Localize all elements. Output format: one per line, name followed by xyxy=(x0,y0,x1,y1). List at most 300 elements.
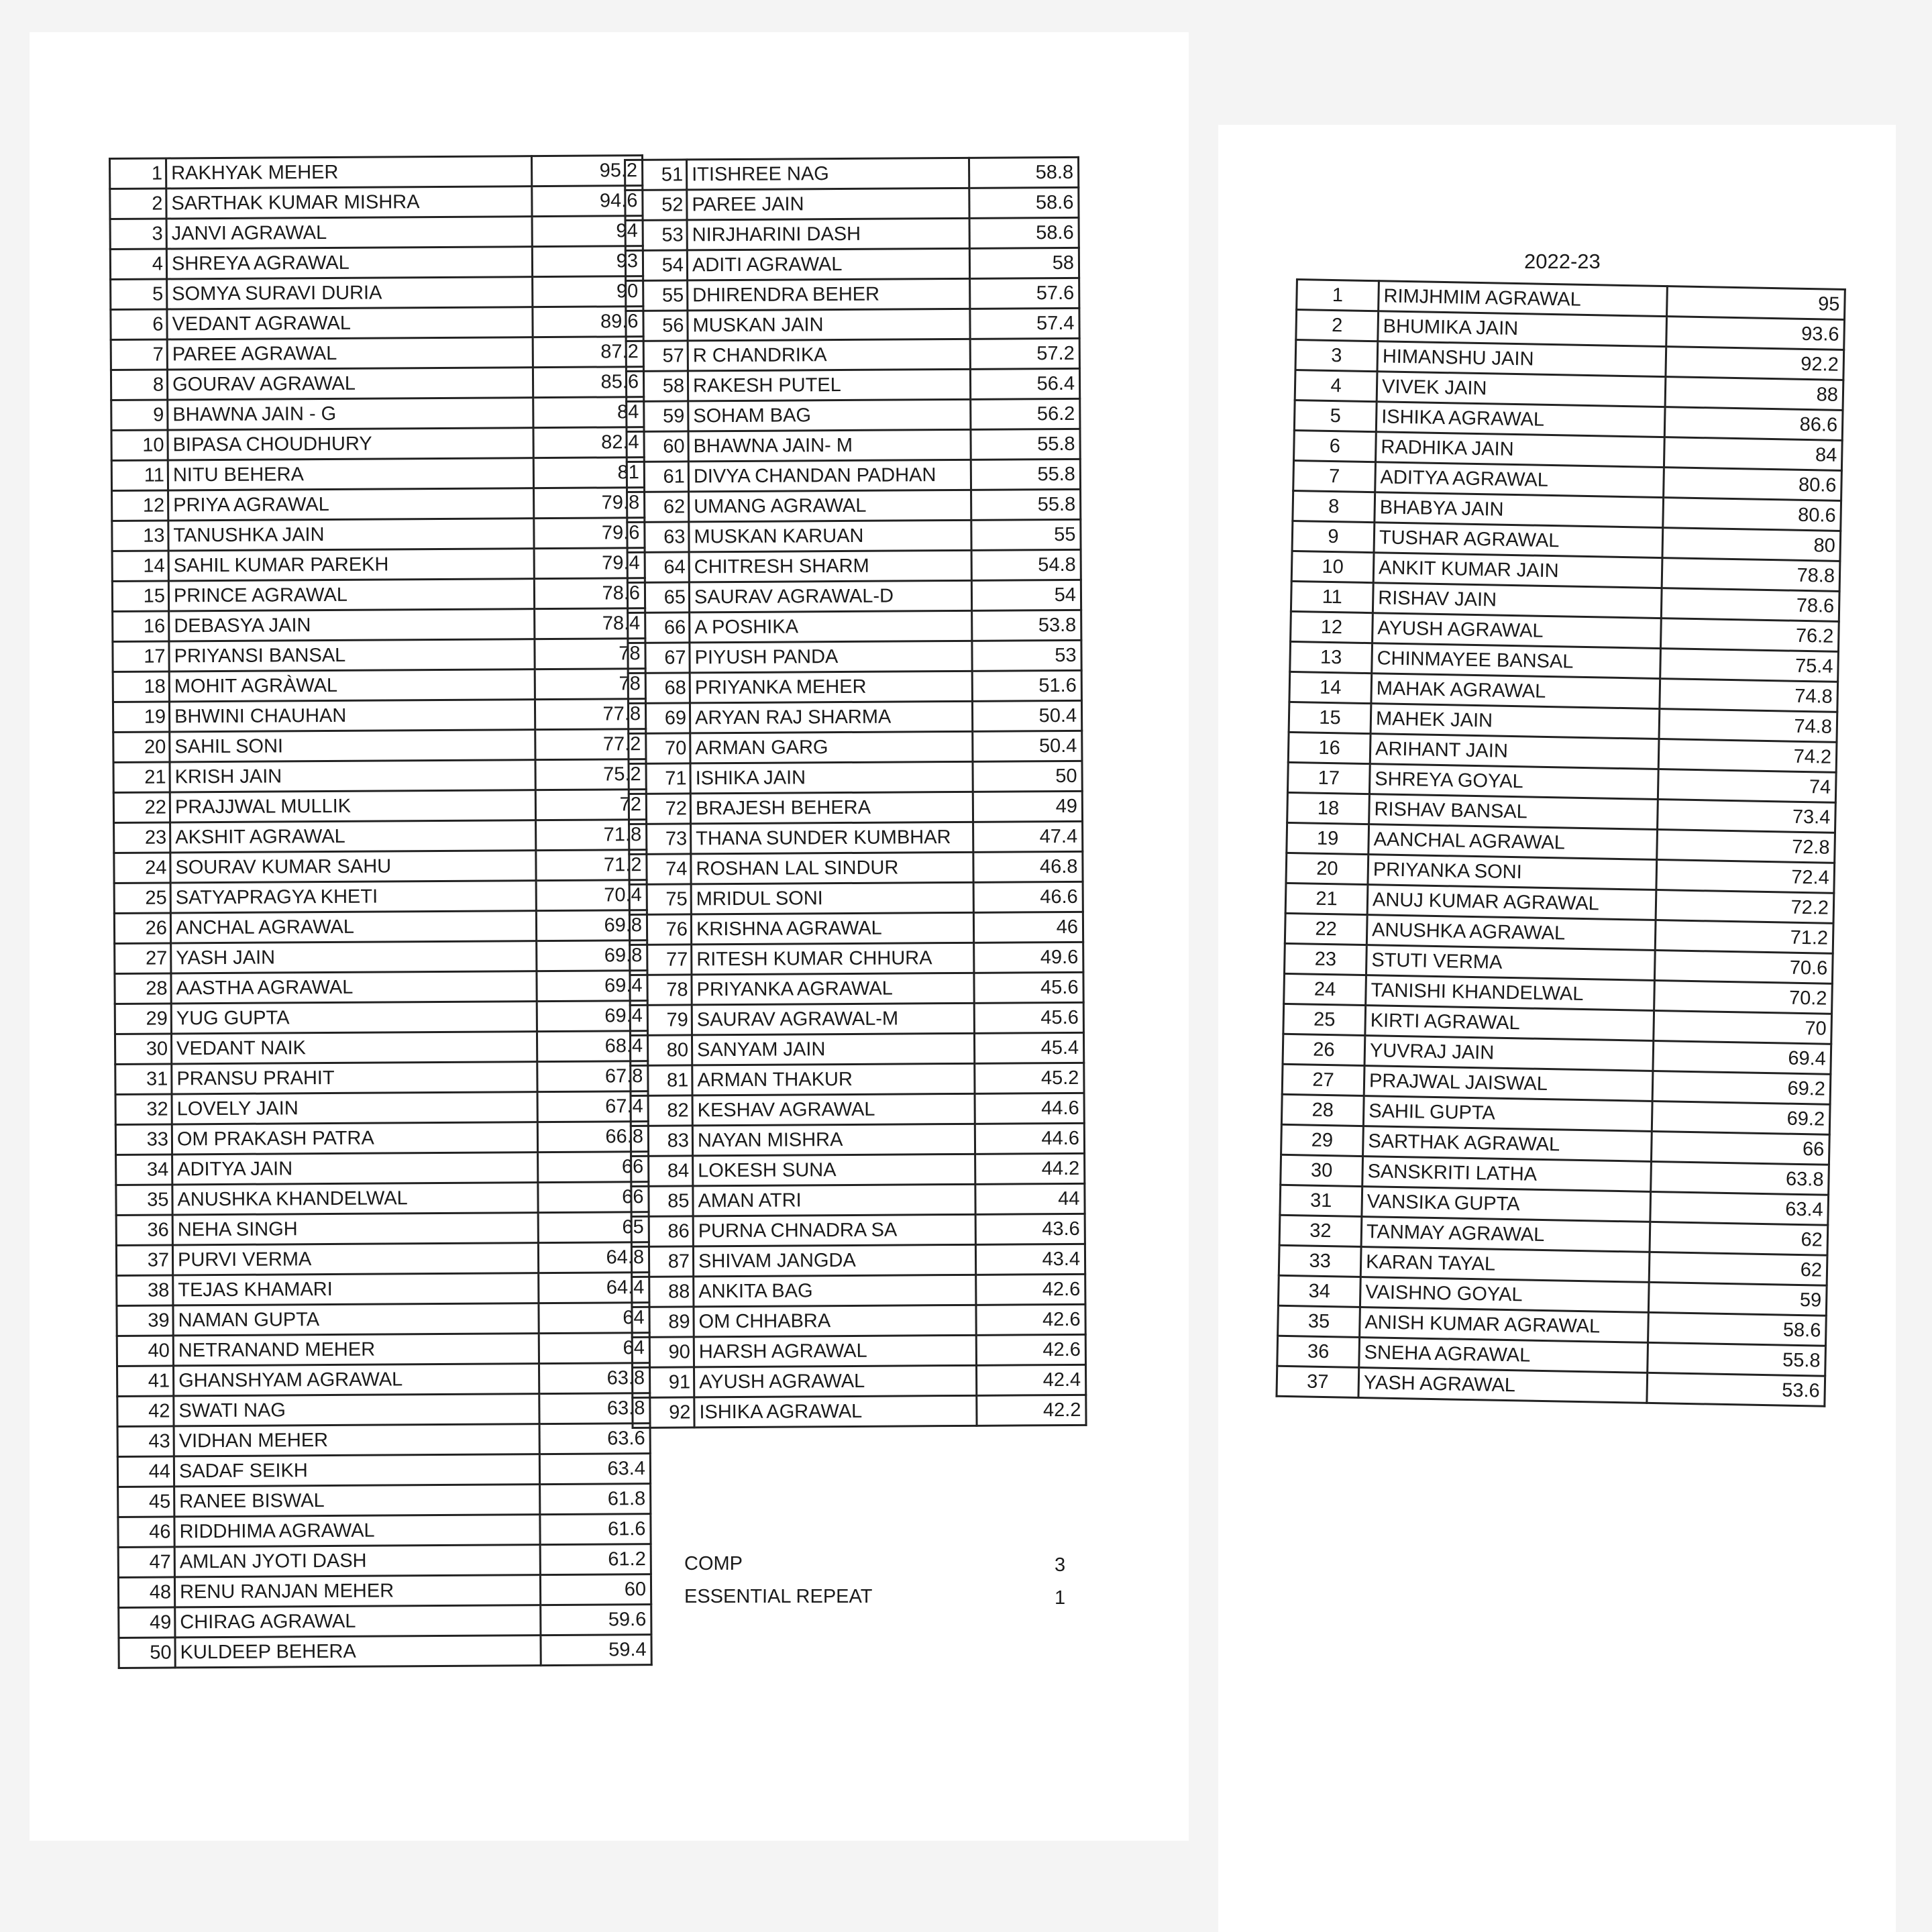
serial-number-cell: 37 xyxy=(116,1245,172,1276)
student-name-cell: SAHIL KUMAR PAREKH xyxy=(168,549,534,581)
table-row xyxy=(626,278,1079,311)
score-cell: 79.4 xyxy=(534,548,645,579)
student-name-cell: NIRJHARINI DASH xyxy=(687,218,969,250)
serial-number-cell: 91 xyxy=(633,1367,694,1398)
score-cell: 63.8 xyxy=(1651,1161,1829,1195)
score-cell: 58.6 xyxy=(969,187,1079,218)
score-cell: 44 xyxy=(975,1183,1085,1214)
serial-number-cell: 61 xyxy=(627,462,688,492)
student-name-cell: PRIYANSI BANSAL xyxy=(169,639,535,672)
student-name-cell: CHIRAG AGRAWAL xyxy=(175,1605,541,1638)
table-row xyxy=(628,610,1081,643)
score-cell: 56.4 xyxy=(970,368,1079,399)
table-row xyxy=(113,608,645,642)
score-cell: 42.2 xyxy=(977,1395,1086,1426)
results-table-2022-23 xyxy=(1275,278,1845,1407)
student-name-cell: NITU BEHERA xyxy=(168,458,533,490)
student-name-cell: ANKITA BAG xyxy=(694,1275,976,1307)
serial-number-cell: 4 xyxy=(1295,370,1377,402)
table-row xyxy=(114,850,647,883)
table-row xyxy=(112,578,645,612)
score-cell: 58.6 xyxy=(969,217,1079,248)
serial-number-cell: 49 xyxy=(119,1607,175,1638)
student-name-cell: VANSIKA GUPTA xyxy=(1362,1187,1651,1222)
student-name-cell: AANCHAL AGRAWAL xyxy=(1368,824,1658,860)
serial-number-cell: 23 xyxy=(1285,943,1367,975)
serial-number-cell: 13 xyxy=(112,521,168,551)
student-name-cell: SARTHAK AGRAWAL xyxy=(1363,1126,1652,1162)
student-name-cell: BHABYA JAIN xyxy=(1375,492,1664,528)
score-cell: 64.4 xyxy=(539,1273,649,1303)
student-name-cell: R CHANDRIKA xyxy=(688,339,970,371)
student-name-cell: AASTHA AGRAWAL xyxy=(171,971,537,1004)
score-cell: 86.6 xyxy=(1664,407,1843,441)
serial-number-cell: 36 xyxy=(116,1215,172,1246)
student-name-cell: JANVI AGRAWAL xyxy=(166,217,532,249)
table-row xyxy=(625,157,1079,190)
student-name-cell: PRAJJWAL MULLIK xyxy=(170,790,535,822)
student-name-cell: YUG GUPTA xyxy=(171,1002,537,1034)
student-name-cell: RISHAV JAIN xyxy=(1373,583,1662,619)
score-cell: 45.6 xyxy=(974,972,1083,1003)
table-row xyxy=(630,1002,1083,1035)
serial-number-cell: 10 xyxy=(1291,551,1374,582)
serial-number-cell: 92 xyxy=(633,1397,694,1428)
serial-number-cell: 77 xyxy=(630,945,692,975)
serial-number-cell: 15 xyxy=(1289,702,1371,733)
score-cell: 75.4 xyxy=(1660,649,1839,682)
student-name-cell: SNEHA AGRAWAL xyxy=(1359,1337,1648,1373)
serial-number-cell: 31 xyxy=(1280,1185,1362,1216)
score-cell: 69.2 xyxy=(1652,1101,1830,1134)
score-cell: 57.4 xyxy=(970,308,1079,339)
student-name-cell: PRIYANKA AGRAWAL xyxy=(692,973,974,1005)
score-cell: 81 xyxy=(533,458,644,488)
score-cell: 80.6 xyxy=(1663,498,1841,531)
table-row xyxy=(630,942,1083,975)
table-row xyxy=(627,489,1081,522)
student-name-cell: ISHIKA AGRAWAL xyxy=(694,1395,977,1428)
table-row xyxy=(628,640,1081,673)
score-cell: 54 xyxy=(971,580,1081,610)
serial-number-cell: 18 xyxy=(1287,792,1370,824)
serial-number-cell: 14 xyxy=(112,551,168,582)
serial-number-cell: 63 xyxy=(627,522,689,553)
student-name-cell: DHIRENDRA BEHER xyxy=(688,278,970,311)
score-cell: 88 xyxy=(1665,377,1843,411)
serial-number-cell: 70 xyxy=(629,733,690,764)
score-cell: 80 xyxy=(1662,528,1841,561)
score-cell: 61.2 xyxy=(540,1544,651,1575)
table-row xyxy=(117,1303,649,1336)
serial-number-cell: 30 xyxy=(115,1034,171,1065)
table-row xyxy=(631,1183,1085,1216)
score-cell: 46.8 xyxy=(973,851,1083,882)
table-row xyxy=(111,427,644,461)
serial-number-cell: 52 xyxy=(625,190,687,221)
table-row xyxy=(631,1244,1085,1277)
student-name-cell: PRINCE AGRAWAL xyxy=(168,579,534,611)
score-cell: 58.8 xyxy=(969,157,1078,188)
table-row xyxy=(625,248,1079,280)
score-cell: 79.8 xyxy=(534,488,645,519)
serial-number-cell: 2 xyxy=(1296,310,1379,341)
table-row xyxy=(631,1153,1085,1186)
score-cell: 93.6 xyxy=(1666,317,1845,350)
table-row xyxy=(627,519,1081,552)
score-cell: 43.4 xyxy=(975,1244,1085,1275)
table-row xyxy=(114,880,647,914)
serial-number-cell: 87 xyxy=(631,1246,693,1277)
score-cell: 84 xyxy=(533,397,644,428)
score-cell: 69.8 xyxy=(537,941,647,971)
serial-number-cell: 36 xyxy=(1277,1336,1360,1367)
student-name-cell: TANMAY AGRAWAL xyxy=(1361,1217,1650,1252)
results-table-left xyxy=(109,154,653,1669)
score-cell: 46.6 xyxy=(973,881,1083,912)
serial-number-cell: 42 xyxy=(117,1396,174,1427)
serial-number-cell: 40 xyxy=(117,1336,173,1366)
serial-number-cell: 1 xyxy=(1297,280,1379,311)
table-row xyxy=(113,669,645,702)
student-name-cell: AYUSH AGRAWAL xyxy=(1373,613,1662,649)
table-row xyxy=(115,941,647,974)
score-cell: 63.4 xyxy=(539,1454,650,1485)
student-name-cell: YASH JAIN xyxy=(171,941,537,973)
serial-number-cell: 30 xyxy=(1281,1155,1363,1186)
score-cell: 43.6 xyxy=(975,1214,1085,1244)
student-name-cell: PIYUSH PANDA xyxy=(690,641,972,673)
table-row xyxy=(118,1544,651,1578)
score-cell: 78.8 xyxy=(1662,558,1840,592)
score-cell: 69.2 xyxy=(1652,1071,1831,1104)
score-cell: 61.8 xyxy=(540,1484,651,1515)
serial-number-cell: 11 xyxy=(111,460,168,491)
table-row xyxy=(117,1393,650,1427)
table-row xyxy=(629,821,1083,854)
student-name-cell: SOMYA SURAVI DURIA xyxy=(167,277,533,309)
score-cell: 42.6 xyxy=(976,1334,1085,1365)
table-row xyxy=(630,972,1083,1005)
results-table-middle-body xyxy=(625,157,1087,1428)
score-cell: 87.2 xyxy=(533,337,643,368)
serial-number-cell: 18 xyxy=(113,672,169,702)
comp-value: 3 xyxy=(1055,1554,1066,1576)
student-name-cell: ANISH KUMAR AGRAWAL xyxy=(1360,1307,1649,1343)
score-cell: 63.6 xyxy=(539,1424,650,1454)
score-cell: 72 xyxy=(535,790,646,820)
table-row xyxy=(117,1363,650,1397)
student-name-cell: HARSH AGRAWAL xyxy=(694,1335,976,1367)
score-cell: 60 xyxy=(540,1574,651,1605)
score-cell: 46 xyxy=(973,912,1083,943)
student-name-cell: VIVEK JAIN xyxy=(1377,372,1666,407)
score-cell: 53.6 xyxy=(1647,1373,1825,1406)
student-name-cell: ISHIKA AGRAWAL xyxy=(1376,402,1665,437)
score-cell: 55.8 xyxy=(971,429,1080,460)
student-name-cell: NAMAN GUPTA xyxy=(173,1303,539,1336)
score-cell: 61.6 xyxy=(540,1514,651,1545)
serial-number-cell: 16 xyxy=(113,611,169,642)
table-row xyxy=(113,790,646,823)
score-cell: 84 xyxy=(1664,437,1842,471)
serial-number-cell: 3 xyxy=(1295,340,1378,372)
student-name-cell: SHREYA AGRAWAL xyxy=(166,247,532,279)
serial-number-cell: 75 xyxy=(629,884,691,915)
serial-number-cell: 8 xyxy=(111,370,167,400)
table-row xyxy=(629,881,1083,914)
serial-number-cell: 47 xyxy=(118,1547,174,1578)
score-cell: 77.2 xyxy=(535,729,646,760)
score-cell: 66 xyxy=(538,1182,649,1213)
score-cell: 76.2 xyxy=(1660,619,1839,652)
serial-number-cell: 80 xyxy=(630,1035,692,1066)
student-name-cell: ARMAN THAKUR xyxy=(692,1063,975,1095)
student-name-cell: AMAN ATRI xyxy=(693,1184,975,1216)
score-cell: 58 xyxy=(969,248,1079,278)
serial-number-cell: 90 xyxy=(632,1337,694,1368)
serial-number-cell: 26 xyxy=(114,913,170,944)
score-cell: 85.6 xyxy=(533,367,643,398)
serial-number-cell: 39 xyxy=(117,1305,173,1336)
table-row xyxy=(626,338,1079,371)
table-row xyxy=(629,731,1082,763)
table-row xyxy=(627,429,1080,462)
student-name-cell: MAHEK JAIN xyxy=(1371,704,1660,739)
student-name-cell: LOKESH SUNA xyxy=(693,1154,975,1186)
student-name-cell: RANEE BISWAL xyxy=(174,1485,540,1517)
student-name-cell: KRISHNA AGRAWAL xyxy=(691,912,973,945)
student-name-cell: AYUSH AGRAWAL xyxy=(694,1365,977,1397)
table-row xyxy=(631,1123,1084,1156)
table-row xyxy=(631,1063,1084,1095)
student-name-cell: PURVI VERMA xyxy=(172,1243,538,1275)
table-row xyxy=(118,1514,651,1548)
student-name-cell: RADHIKA JAIN xyxy=(1376,432,1665,468)
student-name-cell: MAHAK AGRAWAL xyxy=(1371,674,1660,709)
score-cell: 44.2 xyxy=(975,1153,1085,1184)
serial-number-cell: 27 xyxy=(1282,1064,1364,1095)
student-name-cell: A POSHIKA xyxy=(690,610,972,643)
student-name-cell: TANISHI KHANDELWAL xyxy=(1366,975,1655,1011)
student-name-cell: ARMAN GARG xyxy=(690,731,973,763)
table-row xyxy=(117,1454,650,1487)
student-name-cell: AMLAN JYOTI DASH xyxy=(174,1545,540,1577)
table-row xyxy=(112,548,645,582)
student-name-cell: SAURAV AGRAWAL-M xyxy=(692,1003,974,1035)
score-cell: 69.8 xyxy=(536,910,647,941)
student-name-cell: THANA SUNDER KUMBHAR xyxy=(691,822,973,854)
student-name-cell: SAHIL GUPTA xyxy=(1363,1096,1652,1132)
score-cell: 94 xyxy=(532,216,643,247)
student-name-cell: GHANSHYAM AGRAWAL xyxy=(174,1364,539,1396)
student-name-cell: SADAF SEIKH xyxy=(174,1454,539,1487)
table-row xyxy=(115,1031,647,1065)
student-name-cell: UMANG AGRAWAL xyxy=(689,490,971,522)
score-cell: 94.6 xyxy=(532,186,643,217)
score-cell: 49.6 xyxy=(974,942,1083,973)
score-cell: 57.6 xyxy=(970,278,1079,309)
serial-number-cell: 48 xyxy=(118,1577,174,1608)
student-name-cell: HIMANSHU JAIN xyxy=(1377,341,1666,377)
table-row xyxy=(116,1242,649,1276)
serial-number-cell: 84 xyxy=(631,1156,693,1187)
table-row xyxy=(110,156,643,189)
serial-number-cell: 59 xyxy=(627,401,688,432)
table-row xyxy=(115,1061,648,1095)
serial-number-cell: 64 xyxy=(627,552,689,583)
serial-number-cell: 12 xyxy=(112,490,168,521)
table-row xyxy=(117,1273,649,1306)
serial-number-cell: 54 xyxy=(625,250,687,281)
table-row xyxy=(115,1122,648,1155)
score-cell: 55.8 xyxy=(971,489,1081,520)
serial-number-cell: 72 xyxy=(629,794,690,824)
serial-number-cell: 35 xyxy=(1278,1305,1360,1337)
score-cell: 78.6 xyxy=(534,578,645,609)
student-name-cell: SATYAPRAGYA KHETI xyxy=(170,881,536,913)
student-name-cell: PRIYA AGRAWAL xyxy=(168,488,534,521)
serial-number-cell: 21 xyxy=(1285,883,1368,914)
table-row xyxy=(632,1334,1085,1367)
score-cell: 67.8 xyxy=(537,1061,648,1092)
score-cell: 64 xyxy=(539,1303,649,1334)
essential-repeat-label: ESSENTIAL REPEAT xyxy=(684,1586,873,1607)
score-cell: 67.4 xyxy=(537,1091,648,1122)
score-cell: 95.2 xyxy=(531,156,642,186)
table-row xyxy=(629,851,1083,884)
serial-number-cell: 6 xyxy=(111,309,167,340)
student-name-cell: YUVRAJ JAIN xyxy=(1364,1036,1654,1071)
score-cell: 74.2 xyxy=(1658,739,1837,773)
student-name-cell: DIVYA CHANDAN PADHAN xyxy=(688,460,971,492)
serial-number-cell: 29 xyxy=(1281,1124,1364,1156)
table-row xyxy=(629,912,1083,945)
student-name-cell: CHINMAYEE BANSAL xyxy=(1372,643,1661,679)
serial-number-cell: 14 xyxy=(1289,672,1372,703)
student-name-cell: SAURAV AGRAWAL-D xyxy=(689,580,971,612)
serial-number-cell: 24 xyxy=(1284,973,1366,1005)
student-name-cell: AKSHIT AGRAWAL xyxy=(170,820,536,853)
student-name-cell: ADITYA JAIN xyxy=(172,1152,538,1185)
score-cell: 44.6 xyxy=(975,1123,1084,1154)
table-row xyxy=(628,670,1081,703)
table-row xyxy=(629,761,1082,794)
table-row xyxy=(630,1032,1083,1065)
student-name-cell: SHIVAM JANGDA xyxy=(693,1244,975,1277)
student-name-cell: SWATI NAG xyxy=(174,1394,539,1426)
serial-number-cell: 8 xyxy=(1293,490,1375,522)
student-name-cell: OM PRAKASH PATRA xyxy=(172,1122,537,1155)
score-cell: 63.8 xyxy=(539,1363,649,1394)
serial-number-cell: 74 xyxy=(629,854,691,885)
serial-number-cell: 45 xyxy=(118,1487,174,1517)
results-table-middle xyxy=(624,156,1087,1429)
serial-number-cell: 25 xyxy=(114,883,170,914)
score-cell: 66 xyxy=(538,1152,649,1183)
table-row xyxy=(625,217,1079,250)
comp-label: COMP xyxy=(684,1553,743,1574)
score-cell: 74.8 xyxy=(1659,709,1837,743)
serial-number-cell: 34 xyxy=(1278,1275,1360,1307)
student-name-cell: SANYAM JAIN xyxy=(692,1033,974,1065)
student-name-cell: PAREE AGRAWAL xyxy=(167,337,533,370)
score-cell: 51.6 xyxy=(972,670,1081,701)
table-row xyxy=(629,791,1082,824)
score-cell: 54.8 xyxy=(971,549,1081,580)
serial-number-cell: 83 xyxy=(631,1126,692,1157)
year-caption: 2022-23 xyxy=(1524,250,1601,273)
serial-number-cell: 60 xyxy=(627,431,688,462)
table-row xyxy=(111,458,644,491)
table-row xyxy=(114,820,647,853)
score-cell: 92.2 xyxy=(1666,347,1844,380)
score-cell: 71.2 xyxy=(1655,920,1833,953)
table-row xyxy=(116,1182,649,1216)
score-cell: 59.4 xyxy=(541,1635,651,1666)
student-name-cell: PAREE JAIN xyxy=(687,188,969,220)
student-name-cell: VAISHNO GOYAL xyxy=(1360,1277,1649,1313)
serial-number-cell: 32 xyxy=(115,1094,172,1125)
student-name-cell: DEBASYA JAIN xyxy=(169,609,535,641)
table-row xyxy=(626,368,1079,401)
serial-number-cell: 31 xyxy=(115,1064,172,1095)
serial-number-cell: 22 xyxy=(1285,913,1367,945)
serial-number-cell: 85 xyxy=(631,1186,693,1217)
student-name-cell: BHWINI CHAUHAN xyxy=(169,700,535,732)
score-cell: 82.4 xyxy=(533,427,644,458)
serial-number-cell: 88 xyxy=(632,1277,694,1307)
student-name-cell: ADITYA AGRAWAL xyxy=(1375,462,1664,498)
score-cell: 75.2 xyxy=(535,759,646,790)
serial-number-cell: 65 xyxy=(627,582,689,613)
table-row xyxy=(117,1333,649,1366)
table-row xyxy=(112,488,645,521)
score-cell: 53 xyxy=(972,640,1081,671)
table-row xyxy=(115,971,647,1004)
table-row xyxy=(627,549,1081,582)
score-cell: 42.6 xyxy=(976,1304,1085,1335)
serial-number-cell: 78 xyxy=(630,975,692,1006)
table-row xyxy=(111,337,643,370)
score-cell: 70.2 xyxy=(1654,980,1833,1014)
student-name-cell: MUSKAN JAIN xyxy=(688,309,970,341)
table-row xyxy=(115,1001,647,1034)
score-cell: 71.8 xyxy=(536,820,647,851)
serial-number-cell: 56 xyxy=(626,311,688,341)
serial-number-cell: 7 xyxy=(111,339,167,370)
serial-number-cell: 9 xyxy=(111,400,168,431)
serial-number-cell: 43 xyxy=(117,1426,174,1457)
score-cell: 44.6 xyxy=(975,1093,1084,1124)
student-name-cell: VIDHAN MEHER xyxy=(174,1424,539,1456)
student-name-cell: RISHAV BANSAL xyxy=(1369,794,1658,830)
score-cell: 70.4 xyxy=(536,880,647,911)
serial-number-cell: 71 xyxy=(629,763,690,794)
student-name-cell: CHITRESH SHARM xyxy=(689,550,971,582)
serial-number-cell: 5 xyxy=(111,279,167,310)
serial-number-cell: 16 xyxy=(1288,732,1371,763)
table-row xyxy=(111,397,644,431)
student-name-cell: YASH AGRAWAL xyxy=(1358,1367,1648,1403)
score-cell: 78 xyxy=(535,639,645,669)
score-cell: 47.4 xyxy=(973,821,1083,852)
score-cell: 50.4 xyxy=(973,731,1082,761)
student-name-cell: ANUSHKA AGRAWAL xyxy=(1366,915,1656,951)
score-cell: 73.4 xyxy=(1658,800,1836,833)
student-name-cell: ROSHAN LAL SINDUR xyxy=(691,852,973,884)
student-name-cell: RIDDHIMA AGRAWAL xyxy=(174,1515,540,1547)
